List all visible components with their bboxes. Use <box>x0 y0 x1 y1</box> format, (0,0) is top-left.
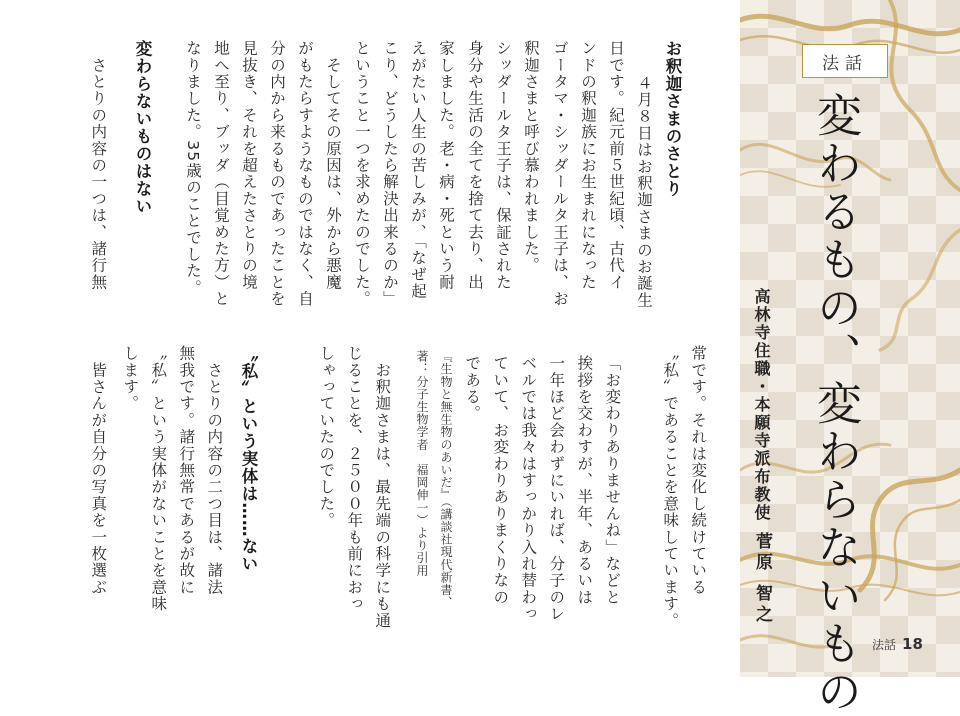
body-line: 分の内から来るものであったことを <box>268 40 286 308</box>
page-number: 18 <box>902 635 923 653</box>
body-line: そしてその原因は、外から悪魔 <box>324 40 342 291</box>
body-line: ゴータマ・シッダールタ王子は、お <box>551 40 569 308</box>
body-line: お釈迦さまは、最先端の科学にも通 <box>373 345 392 629</box>
body-line: 無我です。諸行無常であるが故に <box>177 345 196 596</box>
body-line: こり、どうしたら解決出来るのか」 <box>381 40 399 308</box>
body-line: さとりの内容の二つ目は、諸法 <box>205 345 224 596</box>
author-name: 菅原 智之 <box>752 532 772 626</box>
author-role: 高林寺住職・本願寺派布教使 <box>752 288 771 522</box>
page-footer <box>872 634 923 653</box>
body-line: 地へ至り、ブッダ（目覚めた方）と <box>212 40 230 308</box>
section-heading-kawaranai: 変わらないものはない <box>133 40 152 215</box>
quote-line: 挨拶を交わすが、半年、あるいは <box>575 355 594 606</box>
body-line: します。 <box>121 345 140 412</box>
section-heading-watashi: 〝私〟という実体は……ない <box>239 345 258 573</box>
quote-line: 一年ほど会わずにいれば、分子のレ <box>547 355 566 623</box>
body-line: えがたい人生の苦しみが、「なぜ起 <box>409 40 427 300</box>
body-line: しゃっていたのでした。 <box>317 345 336 529</box>
body-line: 釈迦さまと呼び慕われました。 <box>522 40 540 274</box>
quote-line: ていて、お変わりありまくりなの <box>491 355 510 606</box>
body-line: ンドの釈迦族にお生まれになった <box>579 40 597 291</box>
body-line: ということ一つを求めたのでした。 <box>353 40 371 308</box>
body-line: シッダールタ王子は、保証された <box>494 40 512 291</box>
body-line: がもたらすようなものではなく、自 <box>296 40 314 308</box>
body-line: なりました。35歳のことでした。 <box>184 40 202 296</box>
footer-section: 法話 <box>872 638 897 652</box>
body-line: ４月８日はお釈迦さまのお誕生 <box>635 58 653 309</box>
body-line: 〝私〟という実体がないことを意味 <box>149 345 168 613</box>
page-title: 変わるもの、変わらないもの <box>809 92 862 716</box>
body-line: 〝私〟であることを意味しています。 <box>661 345 680 629</box>
body-line: 皆さんが自分の写真を一枚選ぶ <box>89 345 108 596</box>
body-line: 見抜き、それを超えたさとりの境 <box>240 40 258 291</box>
body-line: じることを、２５００年も前におっ <box>345 345 364 613</box>
body-line: 常です。それは変化し続けている <box>689 345 708 596</box>
citation-line: 著：分子生物学者 福岡伸一）より引用 <box>415 350 429 577</box>
body-line: 身分や生活の全てを捨て去り、出 <box>466 40 484 291</box>
category-label: 法話 <box>802 44 888 78</box>
body-line: 家しました。老・病・死という耐 <box>437 40 455 291</box>
section-heading-shaka-satori: お釈迦さまのさとり <box>663 40 682 198</box>
body-line: さとりの内容の一つは、諸行無 <box>89 40 108 291</box>
quote-line: である。 <box>463 355 482 422</box>
quote-line: ベルでは我々はすっかり入れ替わっ <box>519 355 538 623</box>
citation-line: 『生物と無生物のあいだ』（講談社現代新書、 <box>439 350 453 609</box>
quote-line: 「お変わりありませんね」などと <box>603 355 622 606</box>
body-line: 日です。紀元前５世紀頃、古代イ <box>607 40 625 291</box>
